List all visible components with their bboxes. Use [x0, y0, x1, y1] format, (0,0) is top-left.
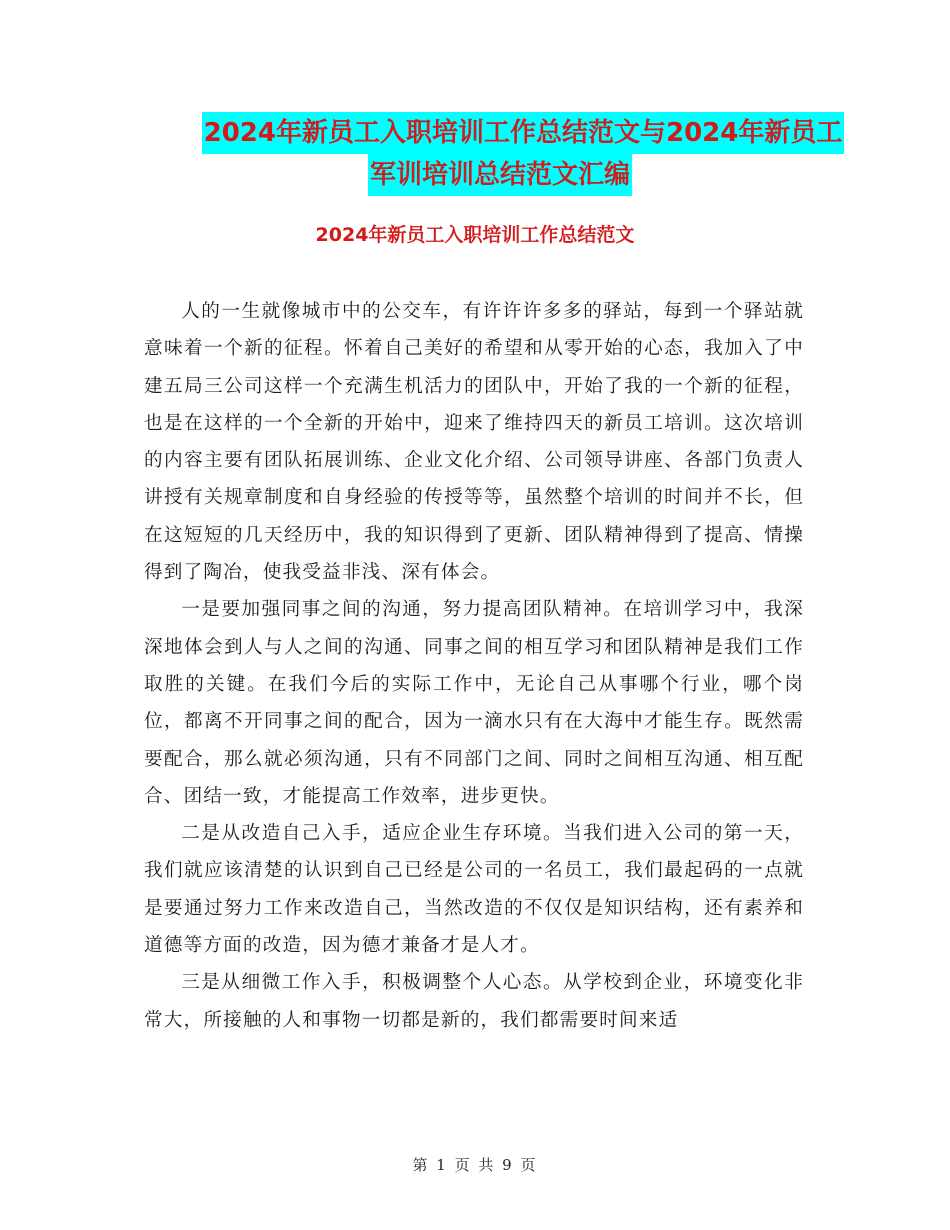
- document-body: [144, 293, 804, 1039]
- paragraph: 二是从改造自己入手，适应企业生存环境。当我们进入公司的第一天，我们就应该清楚的认识到自己已经是公司的一名员工，我们最起码的一点就是要通过努力工作来改造自己，当然改造的不仅仅是知识结构，还有素养和道德等方面的改造，因为德才兼备才是人才。: [144, 823, 804, 957]
- paragraph: 人的一生就像城市中的公交车，有许许许多多的驿站，每到一个驿站就意味着一个新的征程。怀着自己美好的希望和从零开始的心态，我加入了中建五局三公司这样一个充满生机活力的团队中，开始了我的一个新的征程，也是在这样的一个全新的开始中，迎来了维持四天的新员工培训。这次培训的内容主要有团队拓展训练、企业文化介绍、公司领导讲座、各部门负责人讲授有关规章制度和自身经验的传授等等，虽然整个培训的时间并不长，但在这短短的几天经历中，我的知识得到了更新、团队精神得到了提高、情操得到了陶冶，使我受益非浅、深有体会。: [144, 301, 804, 584]
- document-title: [140, 112, 860, 196]
- paragraph: 三是从细微工作入手，积极调整个人心态。从学校到企业，环境变化非常大，所接触的人和事物一切都是新的，我们都需要时间来适: [144, 972, 804, 1031]
- title-line-2: 军训培训总结范文汇编: [368, 154, 632, 196]
- page-footer: 第 1 页 共 9 页: [412, 1156, 538, 1174]
- title-line-1: 2024年新员工入职培训工作总结范文与2024年新员工: [202, 112, 845, 154]
- paragraph: 一是要加强同事之间的沟通，努力提高团队精神。在培训学习中，我深深地体会到人与人之间的沟通、同事之间的相互学习和团队精神是我们工作取胜的关键。在我们今后的实际工作中，无论自己从事哪个行业，哪个岗位，都离不开同事之间的配合，因为一滴水只有在大海中才能生存。既然需要配合，那么就必须沟通，只有不同部门之间、同时之间相互沟通、相互配合、团结一致，才能提高工作效率，进步更快。: [144, 599, 804, 807]
- section-title: 2024年新员工入职培训工作总结范文: [315, 224, 635, 246]
